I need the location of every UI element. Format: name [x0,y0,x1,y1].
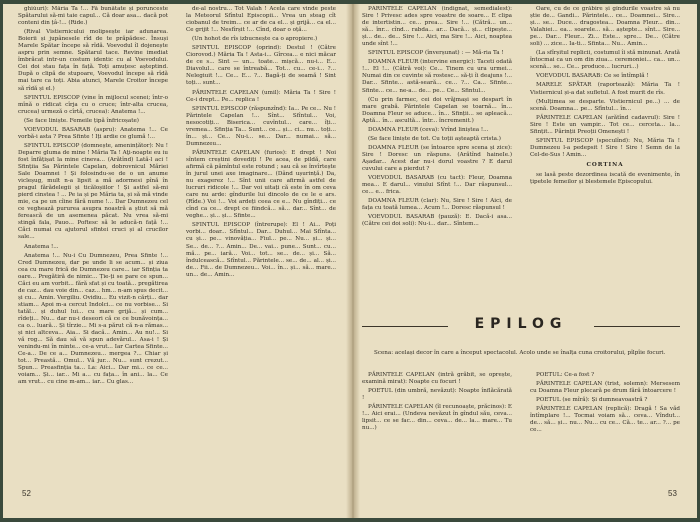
paragraph: VOEVODUL BASARAB (pauză): E. Dacă-i asa... (Către cei doi soli): Nu-i... dar... Sîntem... [362,214,512,228]
paragraph: VOEVODUL BASARAB: Ce se întîmplă ! [536,73,649,80]
stage-direction: (Un hohot de rîs izbucnește ca o apropiere.) [192,36,318,43]
paragraph: de-al nostru... Tot Valah ! Acela care vinde peste la Meteorul Sfîntul Episcopii... Vrea un steag cît ciobanul de treim... ce ar de ca el... și grijă... ca el... Ce grijit !... Nesfîrșit !... Cînd, doar o oță... [186,6,336,34]
paragraph: PĂRINTELE CAPELAN (îl recunoaște, prăcinos): E !... Aici erai... (Undeva nevăzut în gîndul său, ceva... lipsit... ce se fac... din... ceva... de... la... mare... Tu nu...) [362,404,512,432]
epilog-column-1 [362,372,512,432]
stage-direction: (Mulțimea se desparte. Vistiernicul pe...) ... de scenă. Doamna... pe... Sfîntul... în... [530,98,680,112]
paragraph: PĂRINTELE CAPELAN (intră grăbit, se oprește, examină mirat): Noapte cu focuri ! [362,372,512,386]
paragraph: SFINTUL EPISCOP (vine în mijlocul scenei; într-o mînă o ridicat cîrja cu o cruce; într-alta crucea, crucea) urmeză o cîrtă, crucea): Anatema !... [18,94,168,115]
divider [594,326,680,327]
cortina-heading: CORTINA [586,161,624,168]
paragraph: PĂRINTELE CAPELAN (umil): Măria Ta ! Sire ! Ce-i drept... Pe... replica ! [186,89,336,103]
paragraph: DOAMNA FLEUR (clar): Nu, Sire ! Sire ! Aici, de fața cu toată lumea... Acum !... Doresc răspunsul ! [362,198,512,212]
paragraph: SFINTUL EPISCOP (înverșunat) : — Mă-ria Ta ! [368,50,504,57]
paragraph: PĂRINTELE CAPELAN (replică): Dragă ! Sa văd întîmplare !... Tocmai voiam să... ceva... Vîndut... de... să... și... nu... Nu... cu ce... Că... te... ar... ?... pe ce... [530,406,680,434]
page-number-left: 52 [22,489,31,498]
left-page-column-1 [18,6,168,386]
paragraph: MARELE SPĂTAR (raportează): Măria Ta ! Vistiernicul și-a dat sufletul. A fost murit de rîs. [530,82,680,96]
epilog-column-2 [530,372,680,434]
paragraph: Oare, cu de ce grăbire și gîndurile voastre să nu știe de... Gandi... Părintele... ce... Doamnei... Sire... și... se... Duce... dragostea... Doamna Fleur... din... Valahiei... ea... soarele... să... aștepte... sînt... Sire... pe... Dar... Fleur... Zi... Este... spre... De... (Către soli) ... zice... Ia-ti... Sfinta... Nu... Amin... [530,6,680,48]
book-gutter [346,4,360,518]
paragraph: POETUL (din umbră, nevăzut): Noapte înflăcărată ! [362,388,512,402]
paragraph: Anatema !... [24,243,59,250]
paragraph: SFINTUL EPISCOP (oprind): Destul ! (Către Ciorovod.) Măria Ta ! Asta-i... Gîrcea... e nici măcar de ce s... Sint — un... toate... mișcă... nu-i... E... Diavolul... care se întreabă... Tot... cu... ce-i... ?... Nelegiuit !... Ce... E... ?... Bagă-ți de seamă ! Sint toți... sunt... [186,45,336,87]
stage-direction: (Rival Vistiernicului molipsește iar adunarea. Boierii și jupânesele rîd de te prăpădesc. Însuși Marele Spătar începe să rîdă. Voevodul îl dojenește aspru prin semne. Spătarul tace. Revine imediat îmbrăcat intr-un costum identic cu al Voevodului. Cei doi stau fața în față. Toți amuțesc așteptind. După o clipă de stupoare, Voevodul începe să rîdă mai tare ca toți. Abia atunci, Marele Croitor începe să rîdă și el.) [18,29,168,92]
paragraph: SFINTUL EPISCOP (domnește, amenințător): Nu ! Deparre gluma de mine ! Măria Ta ! Aţi-noapte eu iu fost înfățișat la mine cinevа... (Arătînd) Lată-l aci ! Sfințiia Sa Părintele Capelan, dobrovnicul Măriei Sale Doamnei ! Și folosindu-se de o un anume vicleșug, mult n-a lipsit a mă adormesi pînă în pragul fărădelegii și ticăloșiilor ! Și astfel să-mi pierd cinstea ! ... Pe ia și pe Măria ta, și să mă vinde mie, ca pe un cîine fără nume !... Dar Dumnezeu cel ce veghează pururea asupra noastră a știut să mă ferească de un asemenea păcat. Nu vrea să-mi stingă fala, Pauo... Poftesc să le aducă-n față !... Căci numai cu ajutorul sfintei cruci și al crucilor sale... [18,142,168,241]
paragraph: PĂRINTELE CAPELAN (arătînd cadavrul): Sire ! Sire ! Este un vampir... Tot ce... cerceta... la... Sfințit... Părinții Preoții Omenești ! [530,114,680,135]
stage-direction: (Se face liniște de tot. Cu toții așteaptă crista.) [368,135,501,142]
paragraph: SFINTUL EPISCOP (întrerupe): El ! Ai... Poți vorbi... doar... Sfîntul... Dar... Duhul... Mai Sfînta... cu și... pe... vinovăția... Fiul... pe... Nu... și... și... Se... de... ?... Amin... De... vai... pune... Sunt... cu... mă... pe... iară... Voi... tot... se... de... și... Să... îndulcească... Sfîntul... Părintele... se... de... al... și... de... Fii... de Dumnezeu... Voi... în... și... să... mare... un... de... Amin... [186,222,336,278]
paragraph: PĂRINTELE CAPELAN (indignat, semedialest): Sire ! Privesc ades spre voastre de soare... E clipa de intertistin... ce... prea... Sire !... (Cătră... un... să... înr... cînd... rabda... ar... Dacă... și... clipește... și... de... de... Sire !... Aici, ma Sire !... Aici, noaptea unde sînt !... [362,6,512,48]
epilog-header [362,310,680,344]
paragraph: DOAMNA FLEUR (ceva): Vrînd liniștea !... [368,126,489,133]
right-page-column-2 [530,6,680,186]
paragraph: VOEVODUL BASARAB (cu tact): Fleur, Doamna mea... E darul... vinului Sfînt !... Dar răspunsul... ce... e... frica. [362,175,512,196]
divider [362,326,448,327]
paragraph: SFINTUL EPISCOP (răspunzînd): Ia... Pe ce... Nu ! Părintele Capelan !... Sînt... Sfîntul... Voi, nesocotiți... Biserica... cuvîntul... care... îți... vremea... Sfinția Ta... Sunt... ce... și... ci... nu... toți... în... și... Ce... Nu-i... se... Dar... numai... să... Dumnezeu... [186,105,336,147]
stage-direction: (La sfîrșitul replicii, costumul îi stă minunat. Arată întocmai ca un om din ziua... ceremoniei... ca... un... scenă... se... Ce... produce... lucruri...) [530,50,680,71]
stage-direction: se lasă peste dezordinea iscată de evenimente, în țipetele femeilor și blestemele Episcopului. [530,171,680,186]
scene-description: Scena: același decor în care a început spectacolul. Acolo unde se înalța cuna croitorului, pîlpîie focuri. [374,350,666,356]
paragraph: DOAMNA FLEUR (se întoarce spre scena și zice): Sire ! Doresc un răspuns. (Arătînd haineIe.) Așadar... Acest dar nu-i dorul voastre ? E darul cuvului care a pierdut ? [362,144,512,172]
left-page [18,6,336,506]
paragraph: VOEVODUL BASARAB (aspru): Anatema !... Ce vorbă-i asta ? Prea Sfinte ! Iți ardie ce glumă !... [18,126,168,140]
stage-direction: (Se face liniște. Femeile țipă înfricoșate) [24,117,139,124]
paragraph: DOAMNA FLEUR (intervine energic): Taceti odată !... El !... (Cătră voi): Ce... Tinem cu ura urmei... Numai din ce cuvinte să rostesc... să-ți îi deajuns !... Dar... Sfinte... astă-seară... ce... ?... Ca... Sfinte... Sfinte... ce... ne-a... de... pe... Ce... Sfintul... [362,59,512,94]
page-number-right: 53 [668,489,677,498]
left-page-column-2 [186,6,336,279]
right-page [362,6,680,306]
paragraph: POETUL (se mîră): Și dumneavoastră ? [536,397,648,404]
right-page-column-1 [362,6,512,228]
stage-direction: (Cu prin farmec, cei doi vrăjmași se despart în mare grabă. Părintele Capelan se toarnă... în... Doamna Fleur se aduce... în... Sfinții... se apleacă... Aptă... în... ascultă... într... încremenit.) [362,96,512,124]
paragraph: SFINTUL EPISCOP (speculînd): Nu, Măria Ta ! Dumnezeu l-a pedepsit ! Sire ! Sire ! Semn de la Cel-de-Sus ! Amin... [530,137,680,158]
paragraph: ghiŭuri): Măria Ta !... Fă bunătate și porunceste Spătarului să-mi taie capul... Că doar asa... dacă pot conteni din țâ-!... (Ride.) [18,6,168,27]
epilog-title: EPILOG [474,316,568,332]
paragraph: PĂRINTELE CAPELAN (furios): E drept ! Noi sîntem creștini dovediți ! Pe acea, de pildă, care afirmă că pămîntul este rotund ; sau că se învîrtește în jurul unei axe imaginare... (Dând ușurință.) Da, nu exagerez !... Sînt unii care afirmă astfel de lucruri ridicole !... Dar voi uitați că este în om ceva care nu arde: gîndurile lui dincolo de ce le e ars. (Rîde.) Voi !... Voi ardeți ceea ce e... Nu gîndiți... ce cînd ca ce... drept ce fiindcă... să... dar... Sînt... de veghe... și... și... Sfinte... [186,149,336,220]
paragraph: PĂRINTELE CAPELAN (trist, solemn): Mersesem cu Doamna Fleur plecară pe drum fără întoarcere ! [530,381,680,395]
paragraph: POETUL: Ce-a fost ? [536,372,595,378]
paragraph: Anatema !... Nu-i Cu Dumnezeu, Prea Sfinte !... Cred Dumnezeu, dar pe unde li se acum... și ziua cea cu mare frică de Dumnezeu care... iar Sfinția ta oare... Pregătiră de nimic... Ție-ți se pare ce spun... Căci eu am vorbit... fără sfat și cu toată... pregătirea de caz... dau voie din... caz... hm... n-am spus decit... și cu... Amin. Vergiliu. Ovidiu... Eu vizit-n cărți... dar stiam... Apoi m-a cercut Indolci... ce nu vorbise... Si tatăl... și duhul lui... cu mare grijă... și cum... rîdeți... Nu... dar nu-i deseori că ce ce bunăvoința... ca o... luară... Și tîrzie... Mi s-a părut că n-a rămas... și nici altceva... Aia... Si dacă... Amin... Au nu!... Si vă rog... Să dau să vă spun adevărul... Asa-i ! Și venindu-mi în minte... ce-a vrut... Iar Cartea Sfinte... Ce-a... De ce a... Dumnezeu... mergea ?... Chiar și tot... Preastă... Omul... Vă jur... Nu... sunt crezut... Spun... Preasfinția ta... La: Aici... Dar mi... ce ce... voiam... Și... iar... Mi a... cu fața... în ani... la... Ce am vrut... cu cine m-am... iar... Cu glas... [18,252,168,386]
